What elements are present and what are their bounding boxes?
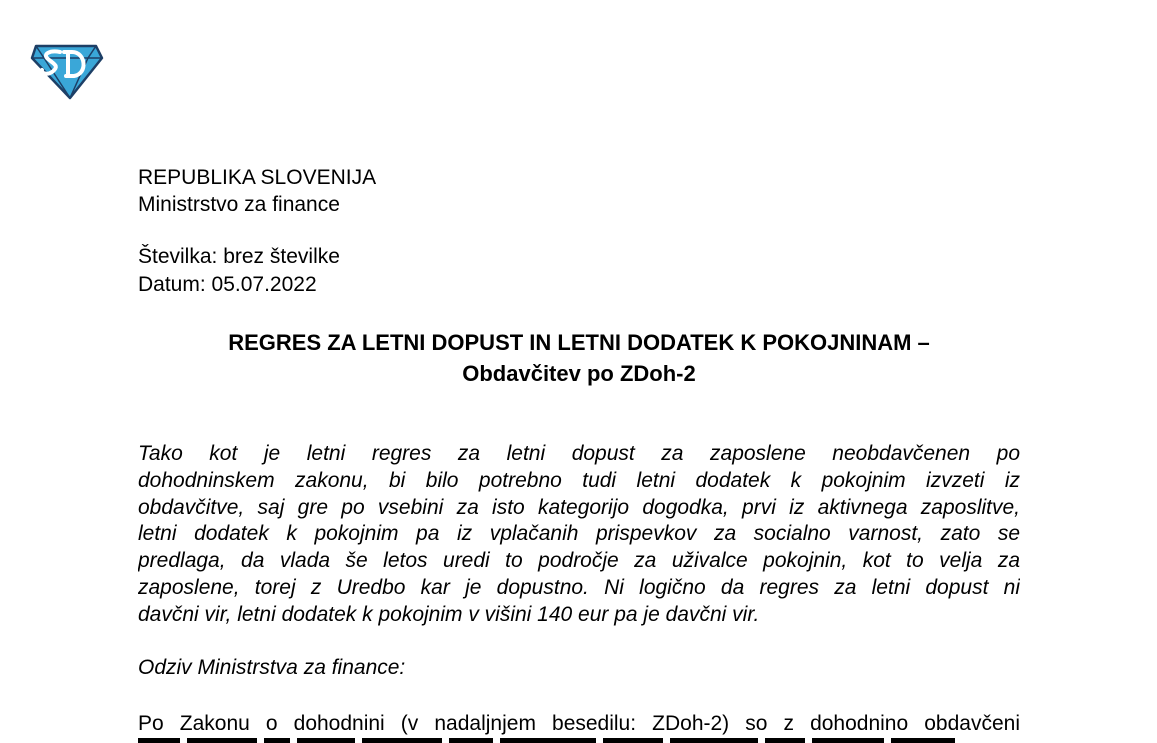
question-line: obdavčitve, saj gre po vsebini za isto kategorijo dogodka, prvi iz aktivnega zaposlitve, [138, 495, 1020, 519]
response-heading: Odziv Ministrstva za finance: [138, 656, 406, 679]
document-title [138, 327, 1020, 389]
ministry-name: Ministrstvo za finance [138, 193, 340, 216]
document-meta [138, 243, 340, 299]
document-number: Številka: brez številke [138, 245, 340, 268]
question-line: Tako kot je letni regres za letni dopust za zaposlene neobdavčenen po [138, 442, 1020, 465]
title-line-2: Obdavčitev po ZDoh-2 [462, 361, 696, 386]
cutoff-text-line [138, 738, 1018, 743]
question-line: zaposlene, torej z Uredbo kar je dopustno. Ni logično da regres za letni dopust ni [138, 575, 1020, 599]
response-paragraph [138, 710, 1020, 737]
republic-name: REPUBLIKA SLOVENIJA [138, 166, 377, 189]
question-line: davčni vir, letni dodatek k pokojnim v višini 140 eur pa je davčni vir. [138, 602, 760, 626]
document-date: Datum: 05.07.2022 [138, 273, 317, 296]
question-line: letni dodatek k pokojnim pa iz vplačanih prispevkov za socialno varnost, zato se [138, 522, 1020, 546]
title-line-1: REGRES ZA LETNI DOPUST IN LETNI DODATEK K POKOJNINAM – [228, 330, 930, 355]
issuer-block [138, 164, 376, 218]
ministry-logo-icon [30, 40, 104, 100]
question-paragraph [138, 441, 1020, 629]
response-line: Po Zakonu o dohodnini (v nadaljnjem besedilu: ZDoh-2) so z dohodnino obdavčeni [138, 712, 1020, 735]
question-line: predlaga, da vlada še letos uredi to področje za uživalce pokojnin, kot to velja za [138, 549, 1020, 573]
question-line: dohodninskem zakonu, bi bilo potrebno tudi letni dodatek k pokojnim izvzeti iz [138, 468, 1020, 492]
